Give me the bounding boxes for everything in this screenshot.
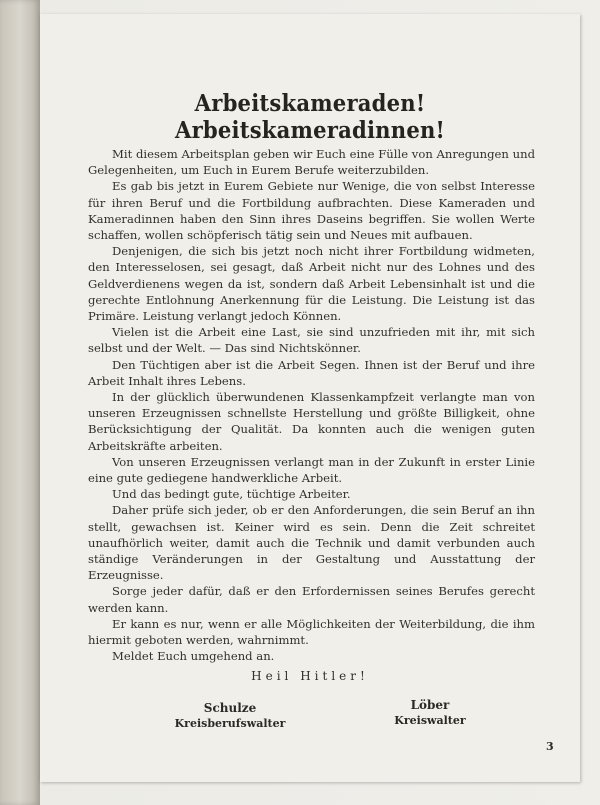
paragraph: Von unseren Erzeugnissen verlangt man in der Zukunft in erster Linie eine gute gediegene handwerkliche Arbeit.: [88, 454, 535, 486]
paragraph: Und das bedingt gute, tüchtige Arbeiter.: [112, 487, 351, 502]
page-number: 3: [546, 740, 554, 753]
paragraph: Mit diesem Arbeitsplan geben wir Euch eine Fülle von Anregungen und Gelegenheiten, um Euch in Eurem Berufe weiterzubilden.: [88, 147, 535, 178]
page-headline: Arbeitskameraden! Arbeitskameradinnen!: [174, 90, 446, 144]
previous-page-edge: [0, 0, 40, 805]
signatory-role: Kreiswalter: [394, 714, 466, 727]
signatory-name: Löber: [410, 698, 450, 712]
signatory-role: Kreisberufswalter: [174, 717, 286, 730]
signature-block-left: [140, 701, 320, 730]
signatory-name: Schulze: [203, 701, 257, 715]
paragraph: Vielen ist die Arbeit eine Last, sie sind unzufrieden mit ihr, mit sich selbst und der Welt. — Das sind Nichtskönner.: [88, 325, 535, 356]
document-page: [40, 14, 580, 782]
paragraph: Sorge jeder dafür, daß er den Erfordernissen seines Berufes gerecht werden kann.: [88, 584, 535, 615]
signature-block-right: [340, 698, 520, 727]
paragraph: Er kann es nur, wenn er alle Möglichkeiten der Weiterbildung, die ihm hiermit geboten werden, wahrnimmt.: [88, 616, 535, 648]
paragraph: Denjenigen, die sich bis jetzt noch nicht ihrer Fortbildung widmeten, den Interesselosen, sei gesagt, daß Arbeit nicht nur des Lohnes und des Geldverdienens wegen da ist, sondern daß Arbeit Lebensinhalt ist und die gerechte Entlohnung Anerkennung für die Leistung. Die Leistung ist das Primäre. Leistung verlangt jedoch Können.: [88, 244, 535, 324]
paragraph: Es gab bis jetzt in Eurem Gebiete nur Wenige, die von selbst Interesse für ihren Beruf und die Fortbildung aufbrachten. Diese Kameraden und Kameradinnen haben den Sinn ihres Daseins begriffen. Sie wollen Werte schaffen, wollen schöpferisch tätig sein und Neues mit aufbauen.: [88, 179, 535, 243]
paragraph: Daher prüfe sich jeder, ob er den Anforderungen, die sein Beruf an ihn stellt, gewachsen ist. Keiner wird es sein. Denn die Zeit schreitet unaufhörlich weiter, damit auch die Technik und damit verbunden auch ständige Veränderungen in der Gestaltung und Ausstattung der Erzeugnisse.: [88, 503, 535, 583]
paragraph: In der glücklich überwundenen Klassenkampfzeit verlangte man von unseren Erzeugnissen schnellste Herstellung und größte Billigkeit, ohne Berücksichtigung der Qualität. Da konnten auch die wenigen guten Arbeitskräfte arbeiten.: [88, 390, 535, 453]
closing-greeting: Heil Hitler!: [251, 669, 369, 683]
paragraph: Meldet Euch umgehend an.: [112, 649, 275, 664]
body-text: [88, 146, 535, 665]
paragraph: Den Tüchtigen aber ist die Arbeit Segen. Ihnen ist der Beruf und ihre Arbeit Inhalt ihres Lebens.: [88, 357, 535, 388]
